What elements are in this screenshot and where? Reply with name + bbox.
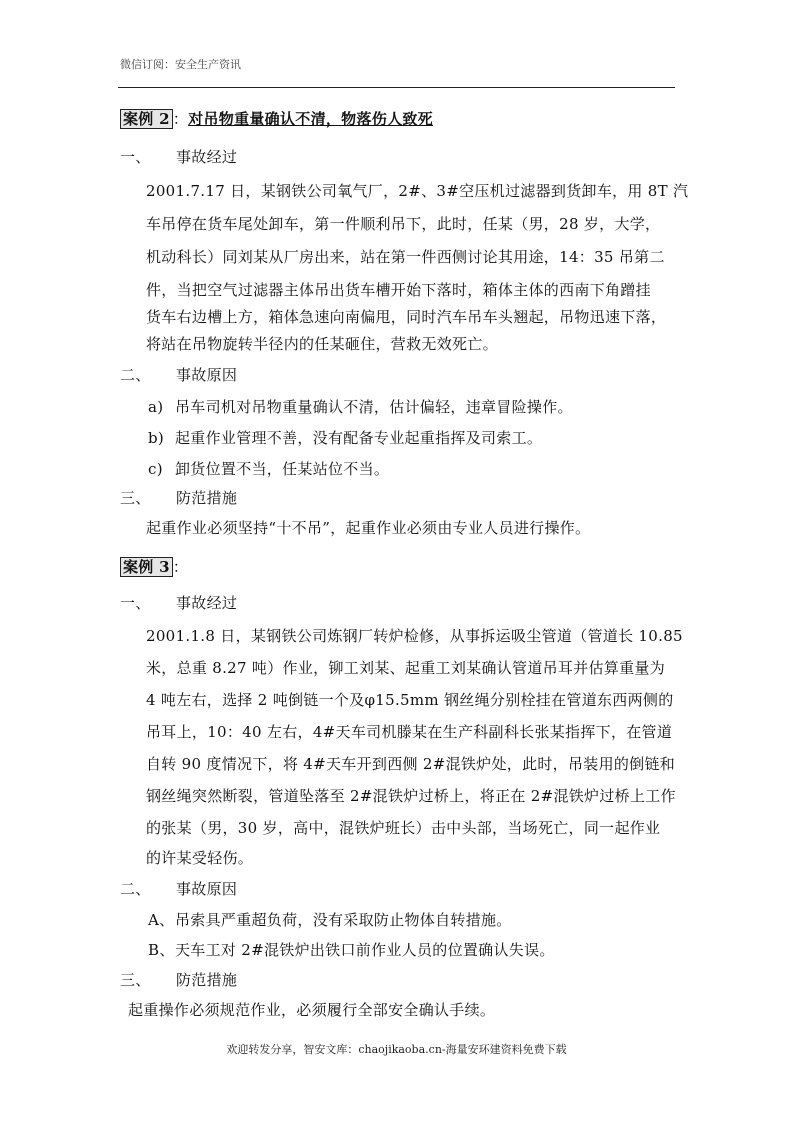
list-marker: c) bbox=[148, 460, 163, 478]
case2-title: 对吊物重量确认不清，物落伤人致死 bbox=[188, 110, 433, 128]
case3-cause bbox=[148, 909, 512, 930]
section-title: 事故原因 bbox=[176, 880, 238, 898]
section-title: 事故经过 bbox=[176, 594, 238, 612]
header-divider bbox=[118, 87, 675, 88]
list-marker: b) bbox=[148, 429, 165, 447]
section-title: 事故经过 bbox=[176, 148, 238, 166]
case3-cause bbox=[148, 939, 555, 960]
case3-narrative-line: 自转 90 度情况下，将 4#天车开到西侧 2#混铁炉处，此时，吊装用的倒链和 bbox=[146, 755, 676, 773]
case2-narrative-line: 机动科长）同刘某从厂房出来，站在第一件西侧讨论其用途，14：35 吊第二 bbox=[146, 248, 665, 266]
case2-narrative-line: 车吊停在货车尾处卸车，第一件顺利吊下，此时，任某（男，28 岁，大学， bbox=[146, 215, 661, 233]
case2-narrative-line: 件，当把空气过滤器主体吊出货车槽开始下落时，箱体主体的西南下角蹭挂 bbox=[146, 281, 651, 299]
cause-text: 吊索具严重超负荷，没有采取防止物体自转措施。 bbox=[175, 911, 512, 929]
case2-narrative-line: 2001.7.17 日，某钢铁公司氧气厂，2#、3#空压机过滤器到货卸车，用 8T 汽 bbox=[146, 182, 689, 200]
case3-measure: 起重操作必须规范作业，必须履行全部安全确认手续。 bbox=[128, 1001, 496, 1019]
section-number: 三、 bbox=[120, 489, 151, 507]
section-number: 三、 bbox=[120, 971, 151, 989]
section-number: 二、 bbox=[120, 880, 151, 898]
case3-narrative-line: 的许某受轻伤。 bbox=[146, 849, 254, 867]
case3-narrative-line: 吊耳上，10：40 左右，4#天车司机滕某在生产科副科长张某指挥下，在管道 bbox=[146, 723, 673, 741]
list-marker: a) bbox=[148, 398, 164, 416]
case3-narrative-line: 的张某（男，30 岁，高中，混铁炉班长）击中头部，当场死亡，同一起作业 bbox=[146, 819, 661, 837]
section-number: 一、 bbox=[120, 594, 151, 612]
cause-text: 天车工对 2#混铁炉出铁口前作业人员的位置确认失误。 bbox=[175, 941, 555, 959]
case3-heading bbox=[120, 556, 188, 577]
case2-narrative-line: 货车右边槽上方，箱体急速向南偏甩，同时汽车吊车头翘起，吊物迅速下落， bbox=[146, 308, 667, 326]
case3-section-1 bbox=[120, 592, 237, 613]
case2-cause bbox=[148, 427, 542, 448]
case3-narrative-line: 钢丝绳突然断裂，管道坠落至 2#混铁炉过桥上，将正在 2#混铁炉过桥上工作 bbox=[146, 787, 676, 805]
case3-narrative-line: 2001.1.8 日，某钢铁公司炼钢厂转炉检修，从事拆运吸尘管道（管道长 10.85 bbox=[146, 627, 683, 645]
case2-narrative-line: 将站在吊物旋转半径内的任某砸住，营救无效死亡。 bbox=[146, 335, 498, 353]
list-marker: B、 bbox=[148, 941, 175, 959]
page-footer: 欢迎转发分享，智安文库：chaojikaoba.cn-海量安环建资料免费下载 bbox=[226, 1043, 567, 1056]
case2-cause bbox=[148, 396, 573, 417]
list-marker: A、 bbox=[148, 911, 175, 929]
section-title: 防范措施 bbox=[176, 971, 238, 989]
case3-narrative-line: 4 吨左右，选择 2 吨倒链一个及φ15.5mm 钢丝绳分别栓挂在管道东西两侧的 bbox=[146, 691, 674, 709]
section-title: 事故原因 bbox=[176, 366, 238, 384]
case3-narrative-line: 米，总重 8.27 吨）作业，铆工刘某、起重工刘某确认管道吊耳并估算重量为 bbox=[146, 659, 666, 677]
cause-text: 卸货位置不当，任某站位不当。 bbox=[175, 460, 390, 478]
case2-colon: ： bbox=[172, 110, 189, 128]
case2-heading bbox=[120, 108, 433, 129]
case3-label: 案例 3 bbox=[120, 557, 173, 577]
section-title: 防范措施 bbox=[176, 489, 238, 507]
case2-section-2 bbox=[120, 364, 237, 385]
case3-colon: ： bbox=[172, 558, 189, 576]
case3-section-2 bbox=[120, 878, 237, 899]
case2-section-1 bbox=[120, 146, 237, 167]
section-number: 二、 bbox=[120, 366, 151, 384]
case2-section-3 bbox=[120, 487, 237, 508]
cause-text: 吊车司机对吊物重量确认不清，估计偏轻，违章冒险操作。 bbox=[175, 398, 573, 416]
case2-measure: 起重作业必须坚持“十不吊”，起重作业必须由专业人员进行操作。 bbox=[146, 519, 591, 537]
page-header: 微信订阅：安全生产资讯 bbox=[120, 58, 241, 71]
case3-section-3 bbox=[120, 969, 237, 990]
case2-label: 案例 2 bbox=[120, 109, 173, 129]
case2-cause bbox=[148, 458, 389, 479]
section-number: 一、 bbox=[120, 148, 151, 166]
cause-text: 起重作业管理不善，没有配备专业起重指挥及司索工。 bbox=[175, 429, 543, 447]
